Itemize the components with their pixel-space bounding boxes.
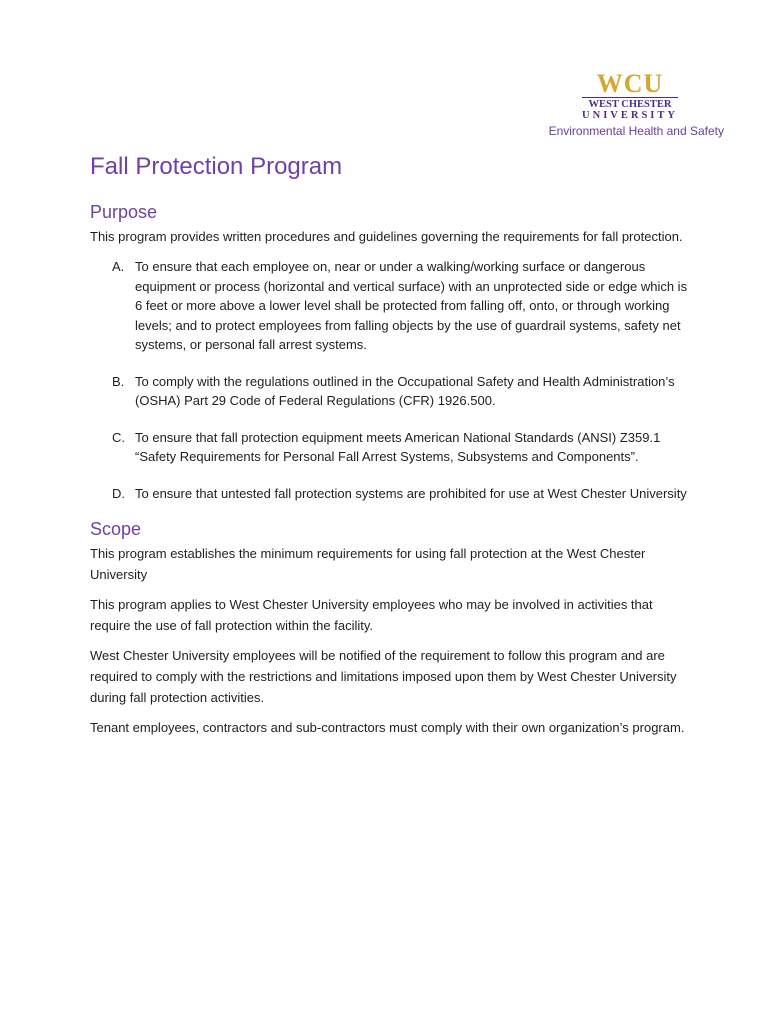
objective-item — [112, 428, 690, 467]
objective-letter: B. — [112, 373, 125, 389]
logo-line-1: WEST CHESTER — [582, 97, 678, 110]
objective-text: To ensure that fall protection equipment meets American National Standards (ANSI) Z359.1 “Safety Requirements for Personal Fall Arrest Systems, Subsystems and Components”. — [135, 429, 661, 464]
scope-paragraph: Tenant employees, contractors and sub-contractors must comply with their own organization’s program. — [90, 720, 685, 735]
purpose-intro: This program provides written procedures and guidelines governing the requirements for fall protection. — [90, 229, 683, 244]
objective-item — [112, 372, 690, 411]
scope-paragraph: This program applies to West Chester University employees who may be involved in activities that require the use of fall protection within the facility. — [90, 597, 653, 633]
logo-line-2: UNIVERSITY — [582, 110, 678, 121]
objective-text: To ensure that each employee on, near or under a walking/working surface or dangerous equipment or process (horizontal and vertical surface) with an unprotected side or edge which is 6 feet or more above a lower level shall be protected from falling off, onto, or through working levels; and to protect employees from falling objects by the use of guardrail systems, safety net systems, or personal fall arrest systems. — [135, 259, 688, 352]
objectives-list — [90, 257, 690, 503]
objective-letter: D. — [112, 485, 125, 501]
purpose-heading: Purpose — [90, 202, 158, 222]
objective-letter: C. — [112, 429, 125, 445]
scope-heading: Scope — [90, 519, 142, 539]
objective-text: To comply with the regulations outlined in the Occupational Safety and Health Administration’s (OSHA) Part 29 Code of Federal Regulations (CFR) 1926.500. — [135, 373, 675, 408]
objective-text: To ensure that untested fall protection systems are prohibited for use at West Chester University — [135, 485, 687, 501]
department-name: Environmental Health and Safety — [548, 124, 724, 138]
scope-paragraph: West Chester University employees will be notified of the requirement to follow this program and are required to comply with the restrictions and limitations imposed upon them by West Chester University during fall protection activities. — [90, 648, 677, 705]
objective-item — [112, 257, 690, 355]
document-body — [90, 152, 690, 738]
university-logo — [582, 69, 678, 121]
scope-paragraph: This program establishes the minimum requirements for using fall protection at the West Chester University — [90, 546, 646, 582]
logo-mark: WCU — [596, 69, 664, 98]
document-title: Fall Protection Program — [90, 153, 343, 180]
objective-item — [112, 484, 690, 504]
objective-letter: A. — [112, 259, 125, 274]
